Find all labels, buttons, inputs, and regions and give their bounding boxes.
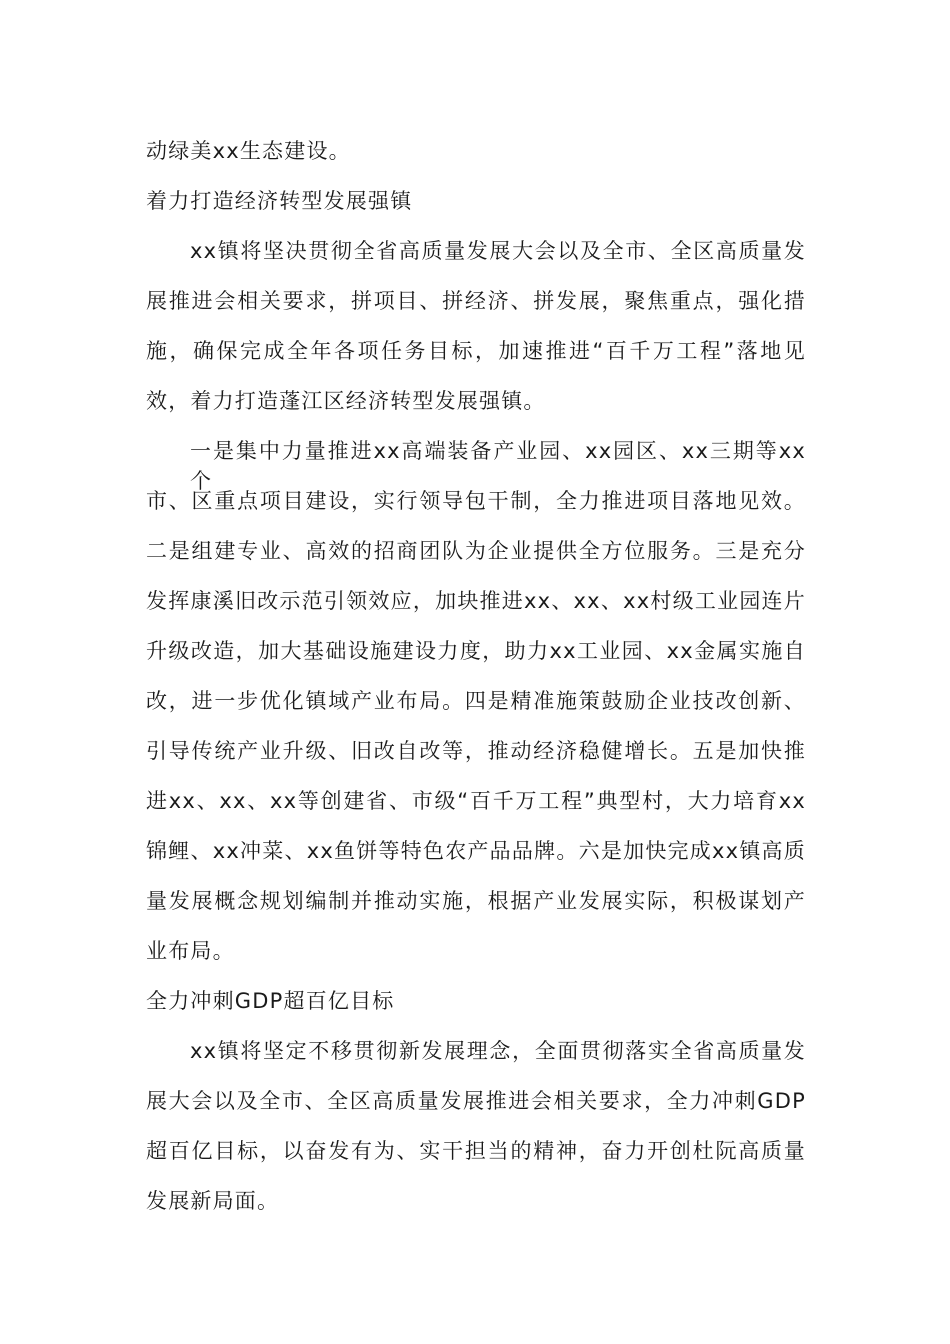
section-heading: 着力打造经济转型发展强镇 — [146, 189, 413, 213]
text-line: 市、区重点项目建设，实行领导包干制，全力推进项目落地见效。 — [146, 489, 806, 513]
text-line: xx镇将坚定不移贯彻新发展理念，全面贯彻落实全省高质量发 — [190, 1039, 806, 1063]
text-line: 业布局。 — [146, 939, 235, 963]
text-line: 升级改造，加大基础设施建设力度，助力xx工业园、xx金属实施自 — [146, 639, 806, 663]
text-line: 效，着力打造蓬江区经济转型发展强镇。 — [146, 389, 546, 413]
text-line: 一是集中力量推进xx高端装备产业园、xx园区、xx三期等xx个 — [190, 439, 806, 493]
text-line: 展推进会相关要求，拼项目、拼经济、拼发展，聚焦重点，强化措 — [146, 289, 806, 313]
section-heading: 全力冲刺GDP超百亿目标 — [146, 989, 395, 1013]
text-line: 二是组建专业、高效的招商团队为企业提供全方位服务。三是充分 — [146, 539, 806, 563]
text-line: 发挥康溪旧改示范引领效应，加块推进xx、xx、xx村级工业园连片 — [146, 589, 806, 613]
text-line: 展大会以及全市、全区高质量发展推进会相关要求，全力冲刺GDP — [146, 1089, 806, 1113]
text-line: 发展新局面。 — [146, 1189, 280, 1213]
text-line: 引导传统产业升级、旧改自改等，推动经济稳健增长。五是加快推 — [146, 739, 806, 763]
text-line: 锦鲤、xx冲菜、xx鱼饼等特色农产品品牌。六是加快完成xx镇高质 — [146, 839, 806, 863]
text-line: 量发展概念规划编制并推动实施，根据产业发展实际，积极谋划产 — [146, 889, 806, 913]
text-line: xx镇将坚决贯彻全省高质量发展大会以及全市、全区高质量发 — [190, 239, 806, 263]
text-line: 超百亿目标，以奋发有为、实干担当的精神，奋力开创杜阮高质量 — [146, 1139, 806, 1163]
text-line: 施，确保完成全年各项任务目标，加速推进“百千万工程”落地见 — [146, 339, 806, 363]
text-line: 进xx、xx、xx等创建省、市级“百千万工程”典型村，大力培育xx — [146, 789, 806, 813]
text-line: 动绿美xx生态建设。 — [146, 139, 351, 163]
text-line: 改，进一步优化镇域产业布局。四是精准施策鼓励企业技改创新、 — [146, 689, 806, 713]
